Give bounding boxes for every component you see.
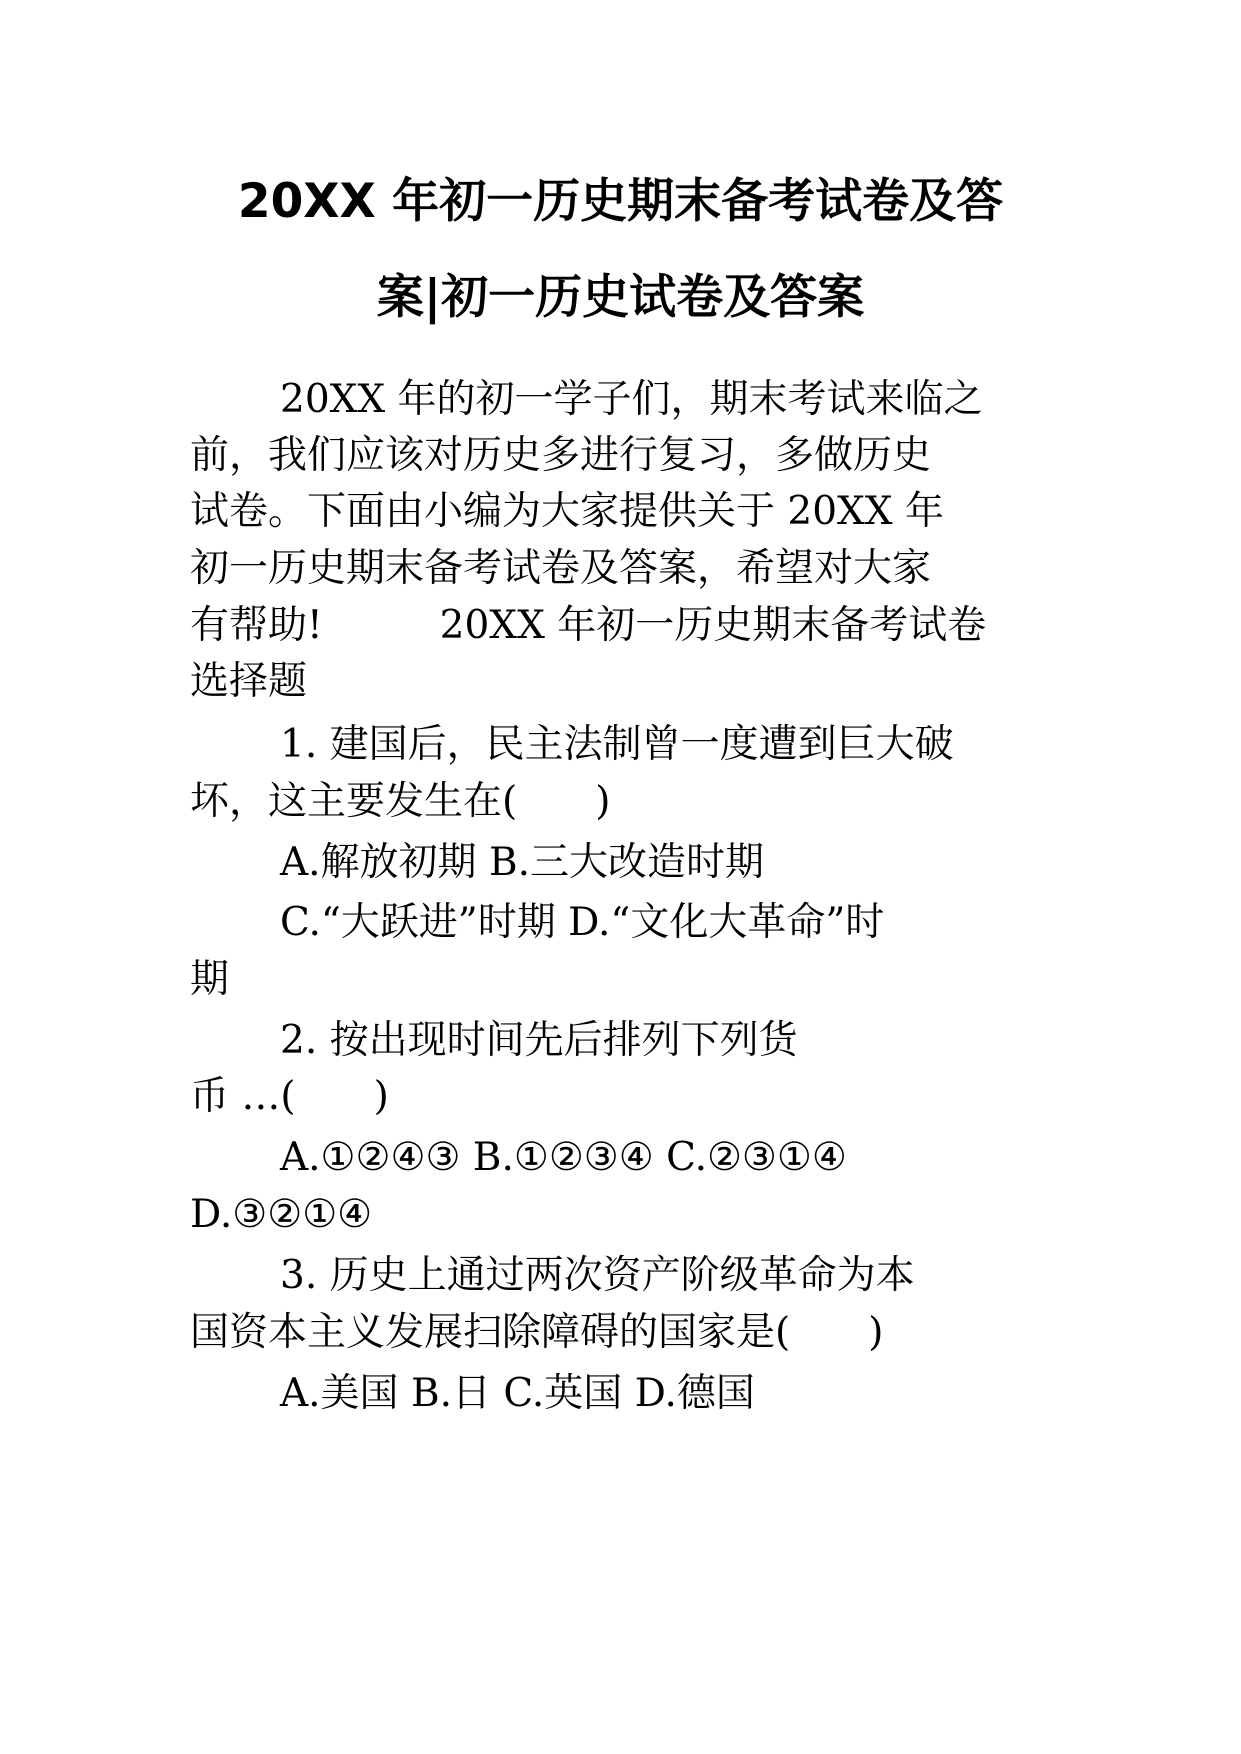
intro-line-5: 有帮助! 20XX 年初一历史期末备考试卷 [190, 603, 987, 648]
question-2-stem-line-1: 2. 按出现时间先后排列下列货 [280, 1018, 798, 1063]
intro-line-3: 试卷。下面由小编为大家提供关于 20XX 年 [190, 489, 944, 534]
document-title-line-1: 20XX 年初一历史期末备考试卷及答 [237, 174, 1004, 229]
question-3-options-line-1: A.美国 B.日 C.英国 D.德国 [280, 1371, 755, 1416]
question-1-stem-line-2: 坏，这主要发生在( ) [190, 779, 611, 824]
question-1-stem-line-1: 1. 建国后，民主法制曾一度遭到巨大破 [280, 722, 954, 767]
question-2-options-line-1: A.①②④③ B.①②③④ C.②③①④ [280, 1135, 847, 1180]
intro-line-1: 20XX 年的初一学子们，期末考试来临之 [280, 377, 983, 422]
section-heading-choice: 选择题 [190, 659, 308, 704]
question-2-options-line-2: D.③②①④ [190, 1192, 373, 1237]
question-1-options-line-1: A.解放初期 B.三大改造时期 [280, 840, 765, 885]
question-1-options-line-2: C.“大跃进”时期 D.“文化大革命”时 [280, 900, 885, 945]
intro-line-2: 前，我们应该对历史多进行复习，多做历史 [190, 433, 932, 478]
question-3-stem-line-2: 国资本主义发展扫除障碍的国家是( ) [190, 1310, 884, 1355]
question-1-options-line-3: 期 [190, 957, 230, 1002]
question-3-stem-line-1: 3. 历史上通过两次资产阶级革命为本 [280, 1253, 915, 1298]
question-2-stem-line-2: 币 …( ) [190, 1074, 389, 1119]
intro-line-4: 初一历史期末备考试卷及答案，希望对大家 [190, 546, 932, 591]
document-title-line-2: 案|初一历史试卷及答案 [376, 270, 865, 325]
